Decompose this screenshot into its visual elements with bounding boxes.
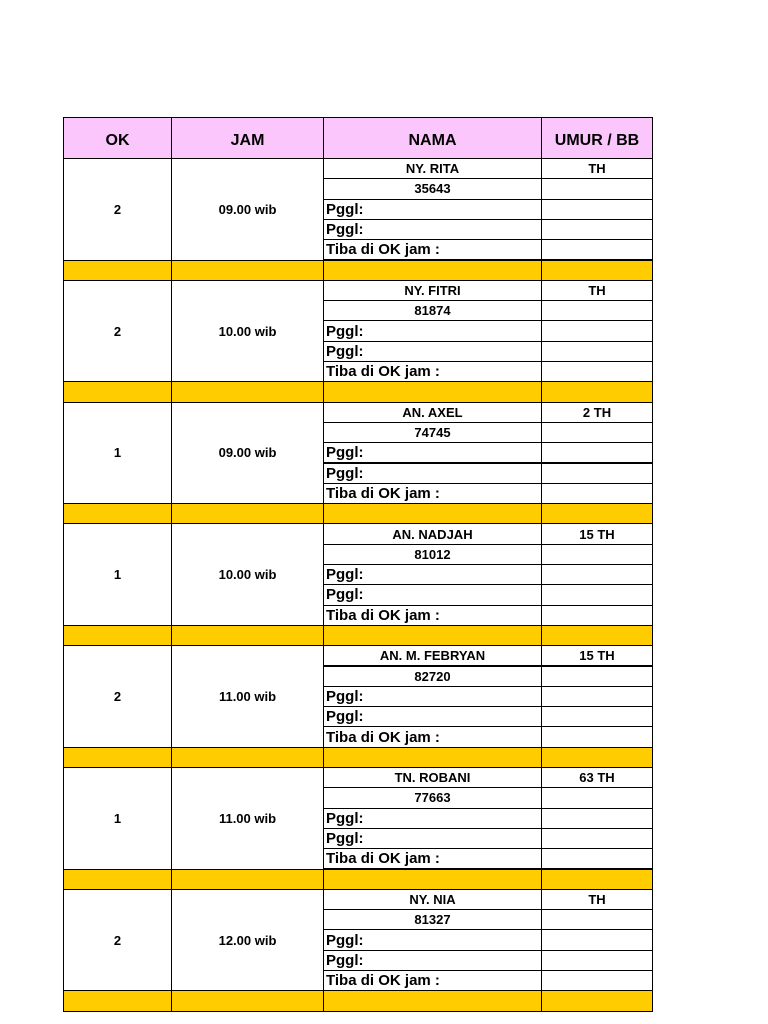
separator-cell [323,503,542,524]
empty-cell [541,950,653,971]
pggl-label: Pggl: [323,341,542,362]
separator-cell [171,747,324,768]
empty-cell [541,463,653,484]
empty-cell [541,300,653,321]
separator-cell [63,625,172,646]
separator-cell [541,990,653,1011]
patient-name: AN. AXEL [323,402,542,423]
empty-cell [541,828,653,849]
medical-record-number: 74745 [323,422,542,443]
empty-cell [541,686,653,707]
separator-cell [541,503,653,524]
jam-cell: 09.00 wib [171,158,324,261]
jam-cell: 10.00 wib [171,280,324,383]
pggl-label: Pggl: [323,950,542,971]
medical-record-number: 81012 [323,544,542,565]
empty-cell [541,483,653,504]
header-umur-bb: UMUR / BB [541,117,653,159]
ok-room-cell: 2 [63,889,172,992]
separator-cell [171,625,324,646]
medical-record-number: 81327 [323,909,542,930]
empty-cell [541,219,653,240]
empty-cell [541,584,653,605]
medical-record-number: 35643 [323,178,542,199]
age-weight-cell: 63 TH [541,767,653,788]
pggl-label: Pggl: [323,929,542,950]
pggl-label: Pggl: [323,320,542,341]
pggl-label: Pggl: [323,808,542,829]
separator-cell [323,869,542,890]
empty-cell [541,808,653,829]
separator-cell [323,990,542,1011]
age-weight-cell: 2 TH [541,402,653,423]
jam-cell: 11.00 wib [171,645,324,748]
empty-cell [541,726,653,747]
separator-cell [63,503,172,524]
ok-room-cell: 2 [63,645,172,748]
arrival-time-label: Tiba di OK jam : [323,483,542,504]
separator-cell [541,381,653,402]
empty-cell [541,666,653,687]
pggl-label: Pggl: [323,584,542,605]
patient-name: NY. FITRI [323,280,542,301]
separator-cell [171,869,324,890]
separator-cell [63,747,172,768]
jam-cell: 11.00 wib [171,767,324,870]
arrival-time-label: Tiba di OK jam : [323,361,542,382]
arrival-time-label: Tiba di OK jam : [323,726,542,747]
empty-cell [541,239,653,260]
jam-cell: 09.00 wib [171,402,324,505]
empty-cell [541,422,653,443]
separator-cell [63,990,172,1011]
separator-cell [323,625,542,646]
ok-room-cell: 2 [63,280,172,383]
empty-cell [541,564,653,585]
separator-cell [541,747,653,768]
arrival-time-label: Tiba di OK jam : [323,970,542,991]
age-weight-cell: 15 TH [541,523,653,544]
empty-cell [541,442,653,463]
ok-room-cell: 1 [63,523,172,626]
separator-cell [323,747,542,768]
empty-cell [541,787,653,808]
arrival-time-label: Tiba di OK jam : [323,239,542,260]
empty-cell [541,341,653,362]
empty-cell [541,970,653,991]
separator-cell [63,381,172,402]
pggl-label: Pggl: [323,706,542,727]
header-nama: NAMA [323,117,542,159]
separator-cell [171,381,324,402]
separator-cell [541,869,653,890]
empty-cell [541,544,653,565]
empty-cell [541,909,653,930]
ok-room-cell: 2 [63,158,172,261]
header-ok: OK [63,117,172,159]
patient-name: AN. NADJAH [323,523,542,544]
empty-cell [541,605,653,626]
pggl-label: Pggl: [323,828,542,849]
arrival-time-label: Tiba di OK jam : [323,848,542,869]
empty-cell [541,199,653,220]
patient-name: AN. M. FEBRYAN [323,645,542,666]
medical-record-number: 82720 [323,666,542,687]
separator-cell [63,869,172,890]
header-jam: JAM [171,117,324,159]
empty-cell [541,848,653,869]
patient-name: NY. RITA [323,158,542,179]
separator-cell [323,260,542,281]
age-weight-cell: TH [541,280,653,301]
separator-cell [171,503,324,524]
medical-record-number: 81874 [323,300,542,321]
jam-cell: 12.00 wib [171,889,324,992]
pggl-label: Pggl: [323,564,542,585]
arrival-time-label: Tiba di OK jam : [323,605,542,626]
patient-name: TN. ROBANI [323,767,542,788]
separator-cell [541,625,653,646]
empty-cell [541,320,653,341]
pggl-label: Pggl: [323,463,542,484]
empty-cell [541,929,653,950]
ok-room-cell: 1 [63,402,172,505]
separator-cell [171,990,324,1011]
jam-cell: 10.00 wib [171,523,324,626]
separator-cell [541,260,653,281]
pggl-label: Pggl: [323,199,542,220]
ok-room-cell: 1 [63,767,172,870]
pggl-label: Pggl: [323,219,542,240]
medical-record-number: 77663 [323,787,542,808]
patient-name: NY. NIA [323,889,542,910]
age-weight-cell: TH [541,158,653,179]
pggl-label: Pggl: [323,442,542,463]
separator-cell [323,381,542,402]
pggl-label: Pggl: [323,686,542,707]
empty-cell [541,178,653,199]
separator-cell [63,260,172,281]
empty-cell [541,706,653,727]
age-weight-cell: 15 TH [541,645,653,666]
separator-cell [171,260,324,281]
age-weight-cell: TH [541,889,653,910]
empty-cell [541,361,653,382]
